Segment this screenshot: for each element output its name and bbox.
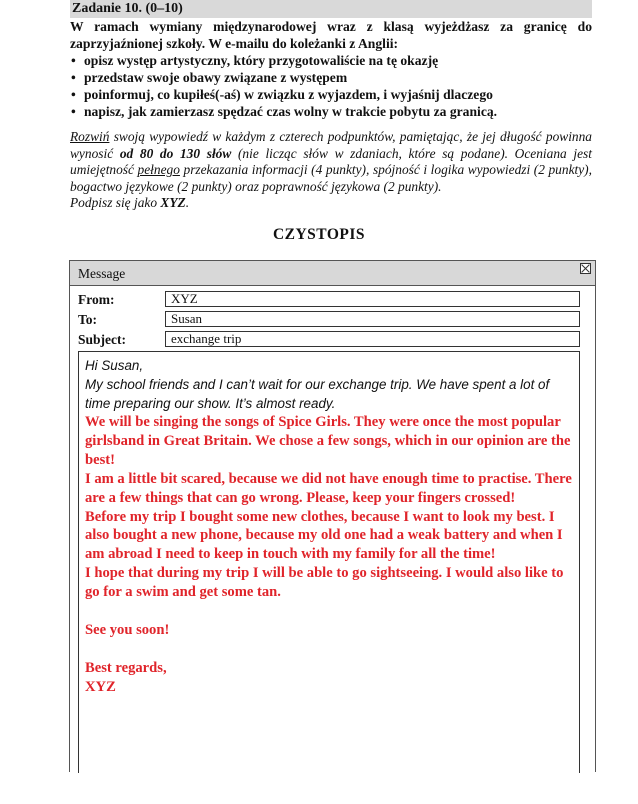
from-label: From: (78, 292, 115, 307)
task-bullet-2: • przedstaw swoje obawy związane z występem (70, 69, 592, 86)
to-row (78, 311, 590, 328)
instructions-part3: przekazania informacji (4 punkty), spójność i logika wypowiedzi (2 punkty), bogactwo językowe (2 punkty) oraz poprawność językowa (2 punkty). (70, 162, 592, 194)
message-body[interactable] (78, 351, 580, 773)
instructions-rozwin: Rozwiń (70, 129, 110, 144)
from-row (78, 291, 590, 308)
task-bullet-3: • poinformuj, co kupiłeś(-aś) w związku z wyjazdem, i wyjaśnij dlaczego (70, 86, 592, 103)
instructions-length: od 80 do 130 słów (119, 145, 232, 161)
task-header: Zadanie 10. (0–10) (70, 0, 592, 18)
from-field[interactable]: XYZ (165, 291, 580, 307)
answer-closing-2: Best regards, (85, 659, 167, 676)
task-bullet-1: • opisz występ artystyczny, który przygotowaliście na tę okazję (70, 52, 592, 69)
task-intro: W ramach wymiany międzynarodowej wraz z klasą wyjeżdżasz za granicę do zaprzyjaźnionej szkoły. W e-mailu do koleżanki z Anglii: (70, 19, 592, 51)
answer-paragraph-4: I hope that during my trip I will be able to go sightseeing. I would also like to go for a swim and get some tan. (85, 565, 564, 601)
given-text: My school friends and I can’t wait for our exchange trip. We have spent a lot of time preparing our show. It’s almost ready. (85, 377, 550, 411)
message-window (69, 260, 596, 772)
answer-closing-1: See you soon! (85, 621, 170, 638)
instructions-sign-prefix: Podpisz się jako (70, 195, 161, 211)
clean-copy-title: CZYSTOPIS (272, 226, 366, 243)
answer-paragraph-3: Before my trip I bought some new clothes, because I want to look my best. I also bought a new phone, because my old one had a weak battery and when I am abroad I need to keep in touch with my family for all the time! (85, 508, 563, 563)
task-instructions (70, 129, 592, 212)
answer-signature: XYZ (85, 678, 116, 695)
instructions-part1: swoją wypowiedź w każdym z czterech podpunktów, pamiętając, że jej długość powinna wynosić (70, 129, 592, 161)
close-icon[interactable] (580, 263, 591, 274)
subject-label: Subject: (78, 332, 126, 347)
given-greeting: Hi Susan, (85, 358, 144, 373)
answer-block (85, 413, 573, 697)
to-label: To: (78, 312, 98, 327)
answer-paragraph-2: I am a little bit scared, because we did not have enough time to practise. There are a few things that can go wrong. Please, keep your fingers crossed! (85, 470, 572, 506)
message-title-bar (70, 261, 595, 286)
instructions-sign-suffix: . (185, 195, 190, 211)
to-field[interactable]: Susan (165, 311, 580, 327)
task-bullet-list (70, 52, 592, 120)
instructions-pelnego: pełnego (137, 162, 180, 178)
message-window-title: Message (78, 266, 126, 281)
instructions-sign-name: XYZ (160, 195, 186, 211)
given-text-block (85, 356, 573, 413)
subject-row (78, 331, 590, 348)
task-bullet-4: • napisz, jak zamierzasz spędzać czas wolny w trakcie pobytu za granicą. (70, 103, 592, 120)
instructions-part2: (nie licząc słów w zdaniach, które są podane). Oceniana jest umiejętność (70, 145, 592, 178)
subject-field[interactable]: exchange trip (165, 331, 580, 347)
answer-paragraph-1: We will be singing the songs of Spice Girls. They were once the most popular girlsband in Great Britain. We chose a few songs, which in our opinion are the best! (85, 414, 571, 468)
